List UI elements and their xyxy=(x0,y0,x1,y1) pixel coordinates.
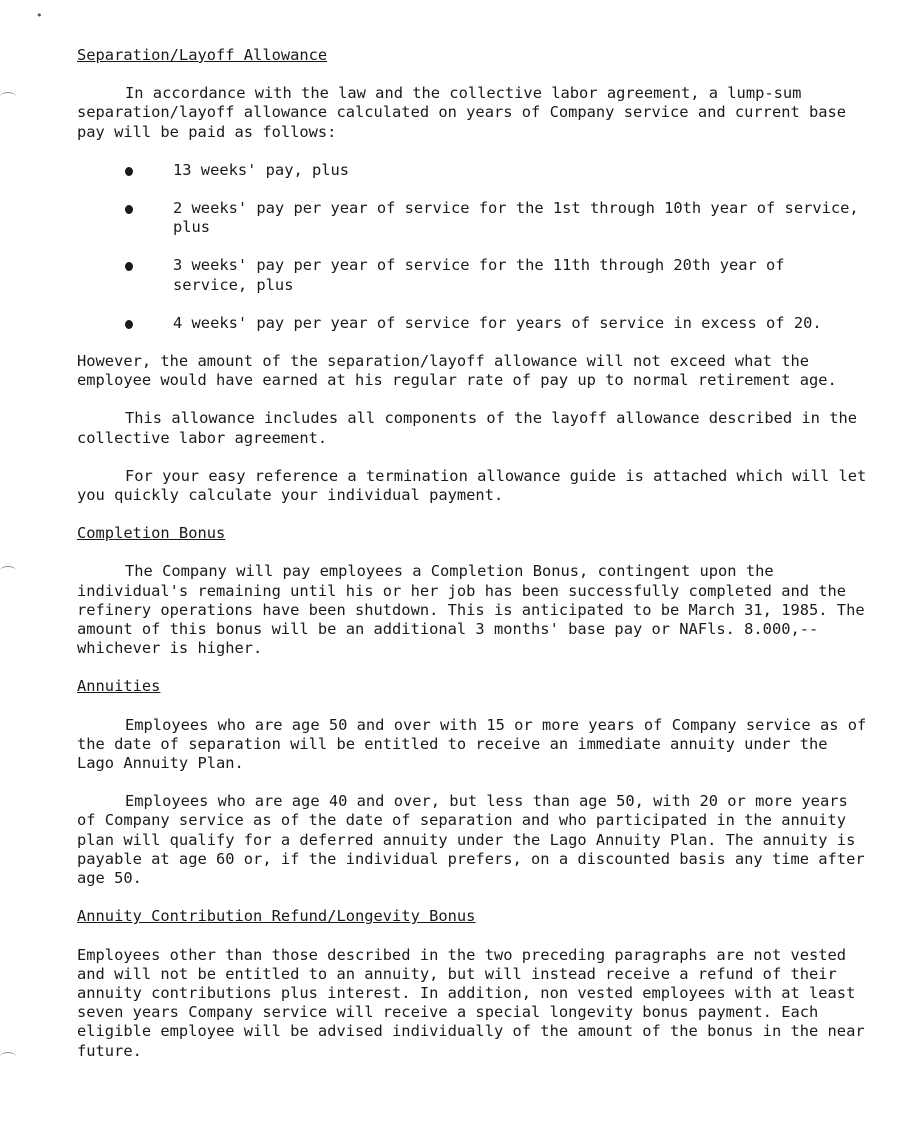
separation-bullet-list xyxy=(77,161,867,333)
separation-limit-paragraph: However, the amount of the separation/layoff allowance will not exceed what the employee would have earned at his regular rate of pay up to normal retirement age. xyxy=(77,352,837,390)
bullet-item: 13 weeks' pay, plus xyxy=(77,161,867,180)
bullet-item: 2 weeks' pay per year of service for the 1st through 10th year of service, plus xyxy=(77,199,867,237)
bullet-item: 3 weeks' pay per year of service for the 11th through 20th year of service, plus xyxy=(77,256,867,294)
section-heading-separation: Separation/Layoff Allowance xyxy=(77,46,328,64)
separation-reference-paragraph: For your easy reference a termination allowance guide is attached which will let you quickly calculate your individual payment. xyxy=(77,466,867,505)
refund-longevity-paragraph: Employees other than those described in the two preceding paragraphs are not vested and will not be entitled to an annuity, but will instead receive a refund of their annuity contributions plus interest. In addition, non vested employees with at least seven years Company service will receive a special longevity bonus payment. Each eligible employee will be advised individually of the amount of the bonus in the near future. xyxy=(77,945,865,1060)
scan-speck: • xyxy=(36,9,43,22)
annuities-immediate-paragraph: Employees who are age 50 and over with 15 or more years of Company service as of the date of separation will be entitled to receive an immediate annuity under the Lago Annuity Plan. xyxy=(77,715,867,773)
section-heading-refund-longevity: Annuity Contribution Refund/Longevity Bonus xyxy=(77,907,476,926)
separation-intro: In accordance with the law and the collective labor agreement, a lump-sum separation/layoff allowance calculated on years of Company service and current base pay will be paid as follows: xyxy=(77,84,847,141)
section-heading-annuities: Annuities xyxy=(77,677,161,696)
scan-edge-mark xyxy=(0,566,16,575)
scan-edge-mark xyxy=(0,92,16,101)
completion-bonus-paragraph: The Company will pay employees a Completion Bonus, contingent upon the individual's remaining until his or her job has been successfully completed and the refinery operations have been shutdown. This is anticipated to be March 31, 1985. The amount of this bonus will be an additional 3 months' base pay or NAFls. 8.000,-- whichever is higher. xyxy=(77,562,865,658)
section-heading-completion-bonus: Completion Bonus xyxy=(77,524,226,543)
document-page xyxy=(77,46,867,1080)
separation-components-paragraph: This allowance includes all components of the layoff allowance described in the collective labor agreement. xyxy=(77,409,858,447)
scan-edge-mark xyxy=(0,1052,16,1061)
annuities-deferred-paragraph: Employees who are age 40 and over, but less than age 50, with 20 or more years of Company service as of the date of separation and who participated in the annuity plan will qualify for a deferred annuity under the Lago Annuity Plan. The annuity is payable at age 60 or, if the individual prefers, on a discounted basis any time after age 50. xyxy=(77,792,865,888)
bullet-item: 4 weeks' pay per year of service for years of service in excess of 20. xyxy=(77,314,867,333)
